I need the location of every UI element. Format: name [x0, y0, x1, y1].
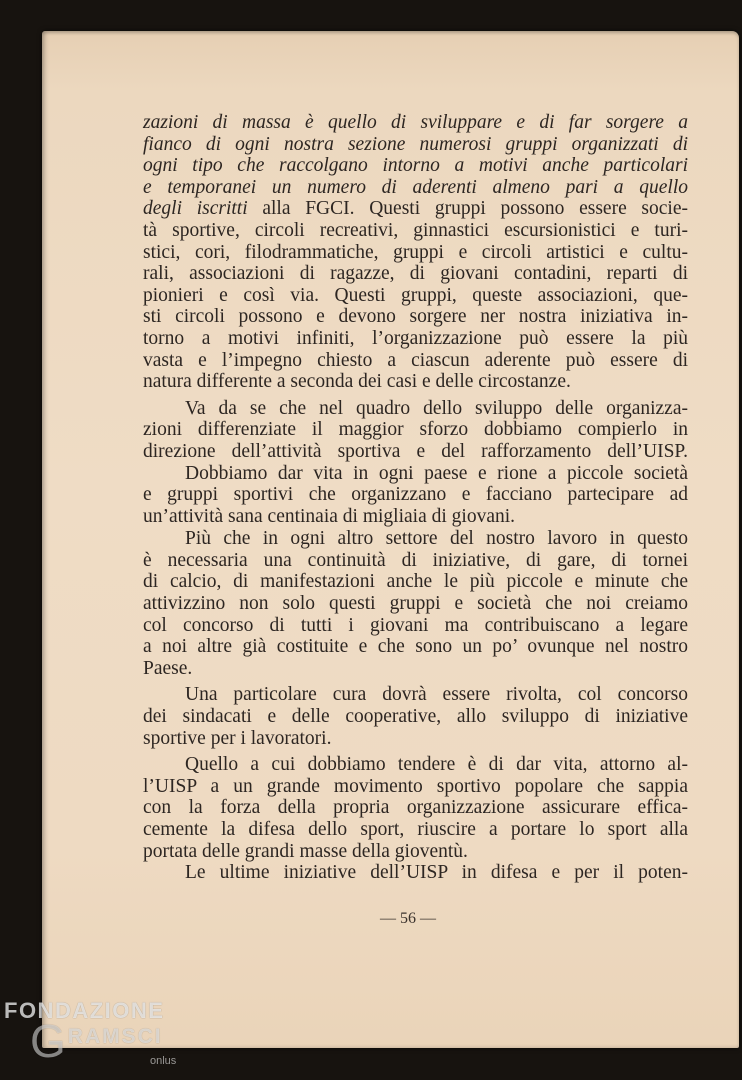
text-line: Dobbiamo dar vita in ogni paese e rione a piccole società [185, 462, 688, 484]
text-line: natura differente a seconda dei casi e delle circostanze. [143, 371, 571, 393]
text-line: dei sindacati e delle cooperative, allo sviluppo di iniziative [143, 706, 688, 728]
text-line: a noi altre già costituite e che sono un po’ ovunque nel nostro [143, 636, 688, 658]
text-line: ogni tipo che raccolgano intorno a motivi anche particolari [143, 155, 688, 177]
text-line: fianco di ogni nostra sezione numerosi gruppi organizzati di [143, 133, 688, 155]
text-line: di calcio, di manifestazioni anche le più piccole e minute che [143, 571, 688, 593]
text-line: col concorso di tutti i giovani ma contribuiscano a legare [143, 614, 688, 636]
text-line: cemente la difesa dello sport, riuscire a portare lo sport alla [143, 819, 688, 840]
text-line: sti circoli possono e devono sorgere ner nostra iniziativa in- [143, 306, 688, 328]
text-line: Le ultime iniziative dell’UISP in difesa e per il poten- [185, 862, 688, 884]
text-line: stici, cori, filodrammatiche, gruppi e circoli artistici e cultu- [143, 241, 688, 263]
paragraph [143, 754, 688, 862]
text-line: con la forza della propria organizzazione assicurare effica- [143, 797, 688, 819]
text-line: attivizzino non solo questi gruppi e società che noi creiamo [143, 593, 688, 615]
body-text [143, 112, 688, 884]
text-line: vasta e l’impegno chiesto a ciascun aderente può essere di [143, 349, 688, 371]
text-line [143, 198, 688, 220]
page-number: — 56 — [380, 910, 436, 927]
watermark-onlus: onlus [150, 1055, 177, 1067]
text-line: Va da se che nel quadro dello sviluppo delle organizza- [185, 397, 688, 419]
text-line: zazioni di massa è quello di sviluppare e di far sorgere a [143, 112, 688, 133]
paper-page [42, 31, 739, 1048]
text-line: Quello a cui dobbiamo tendere è di dar vita, attorno al- [185, 754, 688, 776]
text-line: Più che in ogni altro settore del nostro lavoro in questo [185, 528, 688, 550]
text-line: un’attività sana centinaia di migliaia di giovani. [143, 505, 516, 527]
watermark-fondazione: FONDAZIONE [4, 998, 165, 1023]
text-line: sportive per i lavoratori. [143, 727, 332, 749]
text-line: zioni differenziate il maggior sforzo dobbiamo compierlo in [143, 419, 688, 441]
text-line: e temporanei un numero di aderenti almeno pari a quello [143, 176, 688, 198]
paragraph [143, 862, 688, 884]
paragraph [143, 463, 688, 528]
paragraph [143, 528, 688, 679]
paragraph [143, 112, 688, 393]
watermark-logo [4, 996, 194, 1072]
paragraph [143, 398, 688, 463]
italic-phrase: degli iscritti [143, 198, 248, 220]
text-line: Una particolare cura dovrà essere rivolta, col concorso [185, 684, 688, 706]
text-line: portata delle grandi masse della gioventù. [143, 840, 468, 862]
text-line: è necessaria una continuità di iniziative, di gare, di tornei [143, 549, 688, 571]
text-line: Paese. [143, 657, 193, 679]
text-line: l’UISP a un grande movimento sportivo popolare che sappia [143, 775, 688, 797]
text-line: tà sportive, circoli recreativi, ginnastici escursionistici e turi- [143, 219, 688, 241]
paragraph [143, 684, 688, 749]
text-line: direzione dell’attività sportiva e del rafforzamento dell’UISP. [143, 440, 688, 462]
text-line: torno a motivi infiniti, l’organizzazione può essere la più [143, 327, 688, 349]
text-line: e gruppi sportivi che organizzano e facciano partecipare ad [143, 484, 688, 506]
text-line: rali, associazioni di ragazze, di giovani contadini, reparti di [143, 263, 688, 285]
watermark-gramsci: GRAMSCI [30, 1015, 163, 1067]
text-line: pionieri e così via. Questi gruppi, queste associazioni, que- [143, 284, 688, 306]
text-segment: alla FGCI. Questi gruppi possono essere socie- [262, 198, 688, 220]
